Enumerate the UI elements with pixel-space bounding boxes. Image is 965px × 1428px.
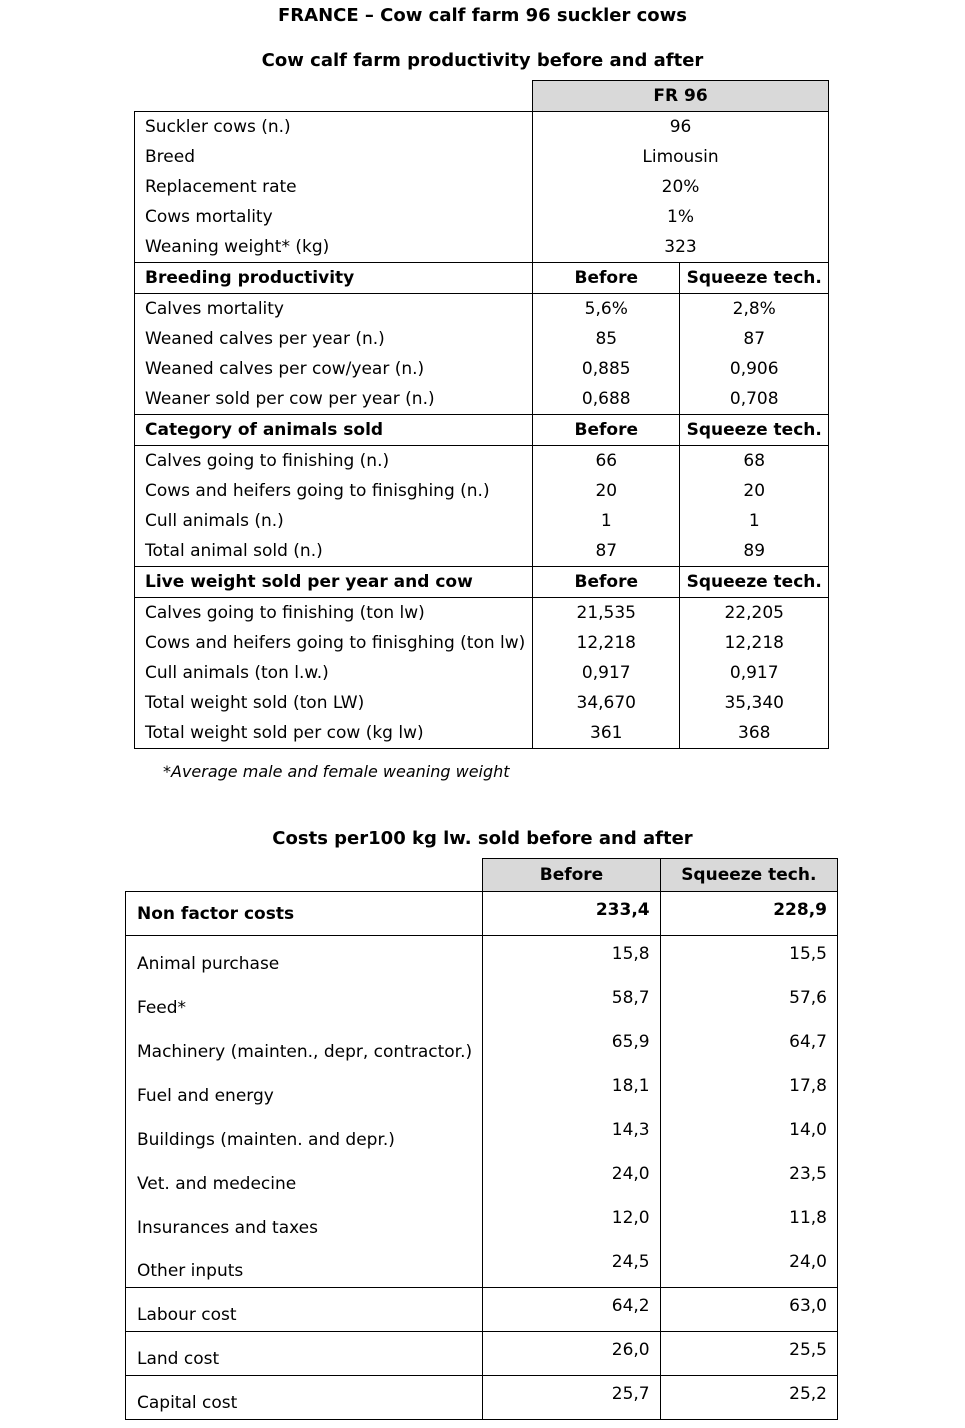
- row-label: Weaned calves per year (n.): [135, 324, 533, 354]
- row-label: Non factor costs: [126, 892, 483, 936]
- section-header: [135, 415, 829, 446]
- table-row: [135, 354, 829, 384]
- row-before: 26,0: [483, 1332, 660, 1376]
- row-before: 0,688: [533, 384, 680, 415]
- row-after: 68: [680, 446, 829, 477]
- empty-cell: [126, 859, 483, 892]
- table-row: [135, 142, 829, 172]
- table-row: [135, 628, 829, 658]
- row-label: Calves going to finishing (ton lw): [135, 598, 533, 629]
- table-row: [135, 112, 829, 143]
- row-label: Other inputs: [126, 1244, 483, 1288]
- col-before: Before: [533, 415, 680, 446]
- header-fr96: FR 96: [533, 81, 829, 112]
- row-before: 64,2: [483, 1288, 660, 1332]
- col-after: Squeeze tech.: [680, 263, 829, 294]
- row-after: 11,8: [660, 1200, 837, 1244]
- table-row: [126, 1112, 838, 1156]
- row-label: Cows and heifers going to finisghing (n.): [135, 476, 533, 506]
- row-label: Weaned calves per cow/year (n.): [135, 354, 533, 384]
- table-row: [126, 1288, 838, 1332]
- row-value: Limousin: [533, 142, 829, 172]
- row-before: 12,218: [533, 628, 680, 658]
- table-title-productivity: Cow calf farm productivity before and after: [261, 50, 704, 71]
- table-row: [135, 598, 829, 629]
- row-label: Machinery (mainten., depr, contractor.): [126, 1024, 483, 1068]
- row-before: 14,3: [483, 1112, 660, 1156]
- table-title-costs: Costs per100 kg lw. sold before and after: [272, 828, 693, 849]
- table-row: [135, 294, 829, 325]
- col-after: Squeeze tech.: [680, 415, 829, 446]
- footnote: [163, 762, 510, 781]
- row-label: Suckler cows (n.): [135, 112, 533, 143]
- row-after: 87: [680, 324, 829, 354]
- section-title: Category of animals sold: [135, 415, 533, 446]
- row-after: 20: [680, 476, 829, 506]
- row-after: 2,8%: [680, 294, 829, 325]
- row-before: 12,0: [483, 1200, 660, 1244]
- footnote-mark: *: [163, 762, 171, 781]
- col-before: Before: [483, 859, 660, 892]
- table-row: [135, 324, 829, 354]
- costs-table: [125, 858, 838, 1420]
- row-after: 35,340: [680, 688, 829, 718]
- table-row: [126, 936, 838, 980]
- row-value: 323: [533, 232, 829, 263]
- row-label: Labour cost: [126, 1288, 483, 1332]
- row-before: 21,535: [533, 598, 680, 629]
- table-row: [135, 718, 829, 749]
- row-after: 22,205: [680, 598, 829, 629]
- row-after: 17,8: [660, 1068, 837, 1112]
- row-before: 34,670: [533, 688, 680, 718]
- productivity-table: [134, 80, 829, 749]
- row-label: Calves going to finishing (n.): [135, 446, 533, 477]
- row-label: Breed: [135, 142, 533, 172]
- row-after: 368: [680, 718, 829, 749]
- row-before: 233,4: [483, 892, 660, 936]
- page-title: FRANCE – Cow calf farm 96 suckler cows: [277, 5, 687, 26]
- row-label: Cows and heifers going to finisghing (ton lw): [135, 628, 533, 658]
- row-after: 0,708: [680, 384, 829, 415]
- table-row: [135, 232, 829, 263]
- table-row: [135, 172, 829, 202]
- row-label: Cows mortality: [135, 202, 533, 232]
- section-header: [135, 263, 829, 294]
- col-before: Before: [533, 567, 680, 598]
- table-row: [126, 1156, 838, 1200]
- row-before: 0,917: [533, 658, 680, 688]
- section-header: [135, 567, 829, 598]
- row-after: 228,9: [660, 892, 837, 936]
- row-value: 1%: [533, 202, 829, 232]
- table-row: [135, 384, 829, 415]
- row-before: 15,8: [483, 936, 660, 980]
- row-before: 85: [533, 324, 680, 354]
- row-label: Weaner sold per cow per year (n.): [135, 384, 533, 415]
- row-before: 24,0: [483, 1156, 660, 1200]
- row-before: 58,7: [483, 980, 660, 1024]
- empty-cell: [135, 81, 533, 112]
- row-value: 20%: [533, 172, 829, 202]
- row-before: 18,1: [483, 1068, 660, 1112]
- row-value: 96: [533, 112, 829, 143]
- row-label: Capital cost: [126, 1376, 483, 1420]
- row-after: 57,6: [660, 980, 837, 1024]
- row-after: 25,5: [660, 1332, 837, 1376]
- row-before: 361: [533, 718, 680, 749]
- row-after: 1: [680, 506, 829, 536]
- row-label: Vet. and medecine: [126, 1156, 483, 1200]
- row-label: Animal purchase: [126, 936, 483, 980]
- row-label: Land cost: [126, 1332, 483, 1376]
- row-before: 5,6%: [533, 294, 680, 325]
- row-before: 20: [533, 476, 680, 506]
- row-after: 25,2: [660, 1376, 837, 1420]
- row-after: 63,0: [660, 1288, 837, 1332]
- row-label: Fuel and energy: [126, 1068, 483, 1112]
- table-row: [126, 1200, 838, 1244]
- row-label: Feed*: [126, 980, 483, 1024]
- col-before: Before: [533, 263, 680, 294]
- row-after: 0,917: [680, 658, 829, 688]
- table-row: [126, 1332, 838, 1376]
- row-after: 15,5: [660, 936, 837, 980]
- table-row: [126, 1376, 838, 1420]
- table-row: [135, 202, 829, 232]
- row-after: 23,5: [660, 1156, 837, 1200]
- table-row: [135, 658, 829, 688]
- row-label: Insurances and taxes: [126, 1200, 483, 1244]
- row-before: 1: [533, 506, 680, 536]
- section-title: Breeding productivity: [135, 263, 533, 294]
- table-row: [126, 1024, 838, 1068]
- row-label: Replacement rate: [135, 172, 533, 202]
- table-row: [135, 506, 829, 536]
- row-after: 0,906: [680, 354, 829, 384]
- col-after: Squeeze tech.: [660, 859, 837, 892]
- row-after: 12,218: [680, 628, 829, 658]
- row-label: Cull animals (n.): [135, 506, 533, 536]
- table-row: [135, 446, 829, 477]
- row-label: Weaning weight* (kg): [135, 232, 533, 263]
- section-title: Live weight sold per year and cow: [135, 567, 533, 598]
- row-label: Total animal sold (n.): [135, 536, 533, 567]
- row-before: 0,885: [533, 354, 680, 384]
- table-row-nonfactor: [126, 892, 838, 936]
- row-before: 24,5: [483, 1244, 660, 1288]
- row-label: Buildings (mainten. and depr.): [126, 1112, 483, 1156]
- row-before: 66: [533, 446, 680, 477]
- table-row: [135, 536, 829, 567]
- row-after: 64,7: [660, 1024, 837, 1068]
- row-before: 65,9: [483, 1024, 660, 1068]
- row-before: 87: [533, 536, 680, 567]
- table-row: [135, 476, 829, 506]
- row-before: 25,7: [483, 1376, 660, 1420]
- col-after: Squeeze tech.: [680, 567, 829, 598]
- table-row: [126, 980, 838, 1024]
- row-label: Total weight sold (ton LW): [135, 688, 533, 718]
- footnote-text: Average male and female weaning weight: [171, 762, 510, 781]
- row-label: Cull animals (ton l.w.): [135, 658, 533, 688]
- row-label: Total weight sold per cow (kg lw): [135, 718, 533, 749]
- row-after: 89: [680, 536, 829, 567]
- table-row: [126, 1244, 838, 1288]
- table-row: [135, 688, 829, 718]
- table-row: [126, 1068, 838, 1112]
- row-label: Calves mortality: [135, 294, 533, 325]
- row-after: 14,0: [660, 1112, 837, 1156]
- row-after: 24,0: [660, 1244, 837, 1288]
